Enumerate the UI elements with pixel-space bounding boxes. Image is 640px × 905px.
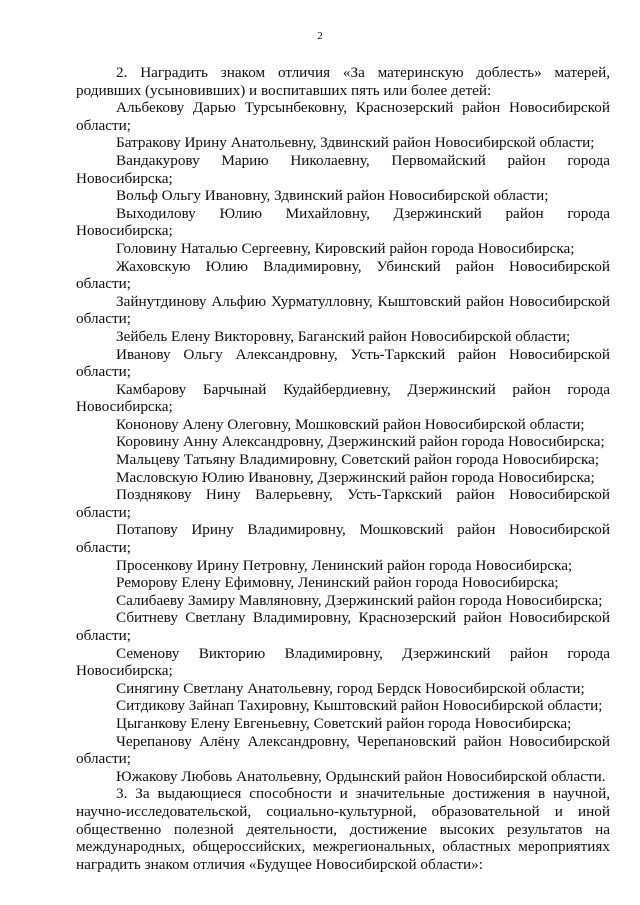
awardee-entry: Потапову Ирину Владимировну, Мошковский район Новосибирской области; <box>76 521 610 557</box>
awardee-entry: Вандакурову Марию Николаевну, Первомайский район города Новосибирска; <box>76 151 610 187</box>
section-2-intro: 2. Наградить знаком отличия «За материнскую доблесть» матерей, родивших (усыновивших) и воспитавших пять или более детей: <box>76 64 610 99</box>
awardee-entry: Жаховскую Юлию Владимировну, Убинский район Новосибирской области; <box>76 257 610 293</box>
awardee-entry: Зайнутдинову Альфию Хурматулловну, Кыштовский район Новосибирской области; <box>76 292 610 328</box>
awardee-entry: Мальцеву Татьяну Владимировну, Советский район города Новосибирска; <box>116 451 600 469</box>
document-body <box>76 64 610 873</box>
awardee-entry: Вольф Ольгу Ивановну, Здвинский район Новосибирской области; <box>116 187 549 205</box>
awardee-list <box>76 99 610 785</box>
awardee-entry: Семенову Викторию Владимировну, Дзержинский район города Новосибирска; <box>76 644 610 680</box>
awardee-entry: Головину Наталью Сергеевну, Кировский район города Новосибирска; <box>116 239 575 257</box>
awardee-entry: Реморову Елену Ефимовну, Ленинский район города Новосибирска; <box>116 574 559 592</box>
awardee-entry: Южакову Любовь Анатольевну, Ордынский район Новосибирской области. <box>116 767 606 785</box>
awardee-entry: Салибаеву Замиру Мавляновну, Дзержинский район города Новосибирска; <box>116 591 603 609</box>
awardee-entry: Сбитневу Светлану Владимировну, Краснозерский район Новосибирской области; <box>76 609 610 644</box>
awardee-entry: Масловскую Юлию Ивановну, Дзержинский район города Новосибирска; <box>116 468 595 486</box>
awardee-entry: Иванову Ольгу Александровну, Усть-Таркский район Новосибирской области; <box>76 345 610 381</box>
awardee-entry: Коровину Анну Александровну, Дзержинский район города Новосибирска; <box>116 433 605 451</box>
awardee-entry: Ситдикову Зайнап Тахировну, Кыштовский район Новосибирской области; <box>116 697 603 715</box>
awardee-entry: Камбарову Барчынай Кудайбердиевну, Дзержинский район города Новосибирска; <box>76 380 610 416</box>
awardee-entry: Синягину Светлану Анатольевну, город Бердск Новосибирской области; <box>116 679 585 697</box>
awardee-entry: Просенкову Ирину Петровну, Ленинский район города Новосибирска; <box>116 556 573 574</box>
awardee-entry: Выходилову Юлию Михайловну, Дзержинский район города Новосибирска; <box>76 204 610 240</box>
awardee-entry: Альбекову Дарью Турсынбековну, Краснозерский район Новосибирской области; <box>76 99 610 134</box>
section-3-text: 3. За выдающиеся способности и значительные достижения в научной, научно-исследовательской, социально-культурной, образовательной и иной общественно полезной деятельности, достижение высоких результатов на международных, общероссийских, межрегиональных, областных мероприятиях наградить знаком отличия «Будущее Новосибирской области»: <box>76 785 610 873</box>
awardee-entry: Черепанову Алёну Александровну, Черепановский район Новосибирской области; <box>76 732 610 768</box>
awardee-entry: Кононову Алену Олеговну, Мошковский район Новосибирской области; <box>116 415 585 433</box>
awardee-entry: Позднякову Нину Валерьевну, Усть-Таркский район Новосибирской области; <box>76 486 610 521</box>
awardee-entry: Батракову Ирину Анатольевну, Здвинский район Новосибирской области; <box>116 134 595 152</box>
awardee-entry: Зейбель Елену Викторовну, Баганский район Новосибирской области; <box>116 327 571 345</box>
awardee-entry: Цыганкову Елену Евгеньевну, Советский район города Новосибирска; <box>116 714 572 732</box>
page-number: 2 <box>317 30 323 42</box>
